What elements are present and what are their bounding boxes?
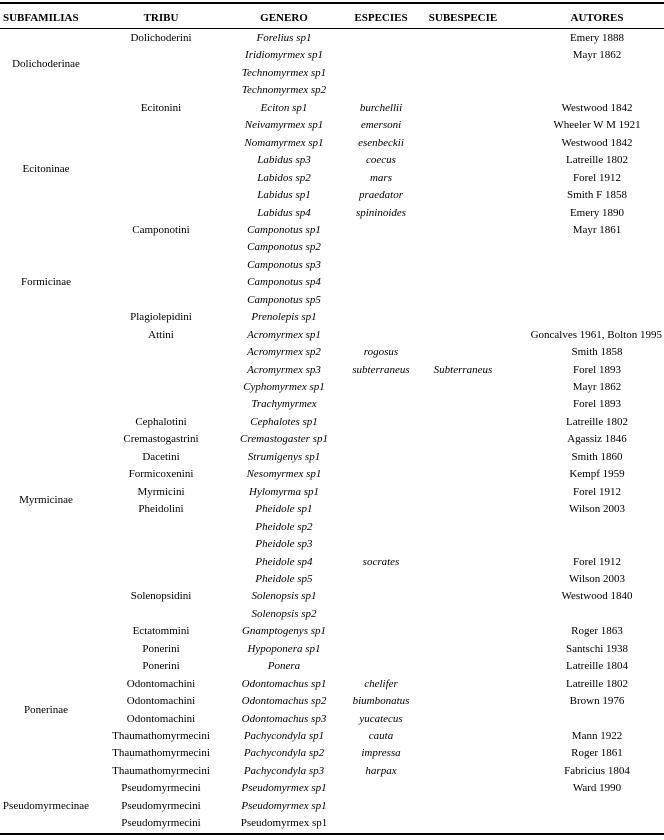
cell-autor: Westwood 1840 (561, 590, 633, 603)
cell-autor: Kempf 1959 (569, 468, 625, 481)
cell-especie: biumbonatus (352, 695, 410, 708)
cell-especie: burchellii (359, 101, 403, 114)
cell-autor: Mayr 1862 (572, 381, 622, 393)
cell-genero: Pachycondyla sp1 (243, 730, 325, 742)
cell-genero: Pachycondyla sp3 (243, 764, 325, 777)
cell-genero: Technomyrmex sp2 (241, 84, 327, 97)
bottom-rule (0, 833, 664, 835)
cell-autor: Forel 1912 (573, 555, 621, 568)
cell-genero: Camponotus sp1 (247, 223, 321, 236)
cell-autor: Fabricius 1804 (564, 764, 630, 777)
cell-autor: Goncalves 1961, Bolton 1995 (530, 328, 662, 341)
cell-tribu: Pheidolini (138, 503, 184, 516)
cell-genero: Trachymyrmex (251, 398, 317, 411)
cell-especie: mars (369, 171, 393, 184)
cell-tribu: Ponerini (142, 642, 180, 655)
cell-genero: Camponotus sp4 (247, 276, 321, 289)
cell-genero: Solenopsis sp1 (251, 590, 317, 603)
cell-genero: Labidos sp2 (257, 171, 311, 184)
cell-genero: Camponotus sp3 (247, 258, 321, 271)
header-genero: GENERO (260, 12, 308, 24)
cell-genero: Odontomachus sp1 (241, 677, 327, 690)
cell-autor: Latreille 1802 (565, 154, 629, 167)
top-rule (0, 2, 664, 4)
cell-especie: coecus (366, 154, 396, 167)
cell-genero: Acromyrmex sp2 (247, 346, 321, 359)
cell-especie: praedator (359, 189, 403, 202)
cell-genero: Ponera (267, 660, 301, 673)
cell-genero: Pheidole sp5 (255, 572, 313, 585)
cell-genero: Eciton sp1 (260, 101, 308, 114)
cell-genero: Labidus sp3 (257, 154, 311, 167)
cell-autor: Mann 1922 (571, 730, 623, 742)
cell-especie: harpax (365, 764, 397, 777)
cell-autor: Westwood 1842 (561, 136, 633, 149)
cell-tribu: Attini (148, 328, 174, 341)
cell-autor: Emery 1888 (569, 32, 625, 44)
cell-autor: Latreille 1802 (565, 677, 629, 690)
subfamily-label: Dolichoderinae (12, 58, 80, 71)
cell-tribu: Thaumathomyrmecini (112, 730, 210, 742)
cell-genero: Camponotus sp5 (247, 293, 321, 306)
cell-genero: Forelius sp1 (256, 32, 312, 44)
cell-autor: Ward 1990 (572, 782, 622, 795)
cell-genero: Hylomyrma sp1 (249, 485, 319, 498)
cell-especie: spininoides (355, 206, 407, 219)
cell-tribu: Odontomachini (126, 712, 196, 725)
cell-tribu: Thaumathomyrmecini (112, 747, 210, 760)
cell-genero: Gnamptogenys sp1 (241, 625, 327, 638)
cell-genero: Technomyrmex sp1 (241, 66, 327, 79)
cell-genero: Pseudomyrmex sp1 (241, 782, 327, 795)
cell-genero: Pheidole sp3 (255, 538, 313, 551)
cell-genero: Pseudomyrmex sp1 (241, 799, 327, 812)
cell-especie: esenbeckii (358, 136, 404, 149)
cell-especie: socrates (362, 555, 400, 568)
cell-tribu: Odontomachini (126, 695, 196, 708)
cell-tribu: Ectatommini (132, 625, 190, 638)
cell-genero: Solenopsis sp2 (251, 607, 317, 620)
header-subespecie: SUBESPECIE (428, 12, 498, 24)
cell-tribu: Cremastogastrini (123, 433, 199, 446)
cell-especie: yucatecus (359, 712, 403, 725)
cell-autor: Latreille 1802 (565, 415, 629, 428)
cell-genero: Neivamyrmex sp1 (244, 119, 324, 132)
cell-subespecie: Subterraneus (433, 363, 493, 376)
cell-tribu: Ecitonini (140, 101, 182, 114)
cell-autor: Wilson 2003 (568, 503, 626, 516)
cell-tribu: Myrmicini (137, 485, 185, 498)
cell-genero: Pheidole sp2 (255, 520, 313, 533)
header-rule (0, 28, 664, 29)
cell-tribu: Cephalotini (135, 415, 187, 428)
cell-tribu: Camponotini (132, 223, 190, 236)
cell-autor: Smith 1858 (571, 346, 623, 359)
cell-genero: Pseudomyrmex sp1 (240, 817, 328, 830)
cell-autor: Santschi 1938 (565, 642, 629, 655)
cell-genero: Acromyrmex sp1 (247, 328, 321, 341)
cell-tribu: Odontomachini (126, 677, 196, 690)
cell-genero: Hypoponera sp1 (247, 642, 321, 655)
cell-genero: Camponotus sp2 (247, 241, 321, 254)
cell-autor: Smith F 1858 (567, 189, 627, 202)
cell-genero: Cyphomyrmex sp1 (243, 381, 325, 393)
subfamily-label: Pseudomyrmecinae (2, 799, 90, 812)
cell-autor: Forel 1912 (573, 171, 621, 184)
header-tribu: TRIBU (143, 12, 179, 24)
cell-autor: Emery 1890 (569, 206, 625, 219)
cell-tribu: Formicoxenini (128, 468, 194, 481)
cell-genero: Nomamyrmex sp1 (244, 136, 324, 149)
subfamily-label: Ecitoninae (22, 162, 70, 175)
header-subfamilias: SUBFAMILIAS (3, 12, 79, 24)
header-autores: AUTORES (570, 12, 624, 24)
subfamily-label: Ponerinae (24, 703, 68, 716)
cell-genero: Cremastogaster sp1 (240, 433, 328, 446)
header-especies: ESPECIES (354, 12, 408, 24)
cell-especie: chelifer (364, 677, 398, 690)
cell-autor: Brown 1976 (569, 695, 625, 708)
cell-tribu: Pseudomyrmecini (121, 817, 201, 830)
cell-autor: Mayr 1861 (572, 223, 622, 236)
cell-tribu: Dolichoderini (130, 32, 192, 44)
cell-especie: impressa (361, 747, 401, 760)
cell-tribu: Thaumathomyrmecini (112, 764, 210, 777)
cell-tribu: Solenopsidini (130, 590, 192, 603)
cell-autor: Forel 1912 (573, 485, 621, 498)
subfamily-label: Formicinae (20, 276, 72, 289)
cell-autor: Wilson 2003 (568, 572, 626, 585)
cell-genero: Pachycondyla sp2 (243, 747, 325, 760)
cell-tribu: Pseudomyrmecini (121, 782, 201, 795)
cell-autor: Roger 1863 (571, 625, 623, 638)
cell-tribu: Pseudomyrmecini (121, 799, 201, 812)
cell-especie: rogosus (363, 346, 399, 359)
cell-especie: emersoni (360, 119, 402, 132)
cell-genero: Pheidole sp4 (255, 555, 313, 568)
cell-tribu: Dacetini (142, 450, 180, 463)
subfamily-label: Myrmicinae (19, 494, 73, 507)
cell-genero: Odontomachus sp2 (241, 695, 327, 708)
cell-genero: Cephalotes sp1 (250, 415, 318, 428)
cell-tribu: Ponerini (142, 660, 180, 673)
cell-autor: Agassiz 1846 (567, 433, 627, 446)
cell-genero: Labidus sp4 (257, 206, 311, 219)
cell-autor: Smith 1860 (571, 450, 623, 463)
cell-autor: Forel 1893 (573, 398, 621, 411)
cell-autor: Latreille 1804 (565, 660, 629, 673)
cell-genero: Nesomyrmex sp1 (246, 468, 322, 481)
cell-autor: Roger 1861 (571, 747, 623, 760)
cell-genero: Odontomachus sp3 (241, 712, 327, 725)
cell-genero: Pheidole sp1 (255, 503, 313, 516)
cell-autor: Westwood 1842 (561, 101, 633, 114)
cell-especie: subterraneus (352, 363, 410, 376)
cell-genero: Iridiomyrmex sp1 (245, 49, 323, 62)
cell-tribu: Plagiolepidini (130, 311, 192, 324)
cell-autor: Forel 1893 (573, 363, 621, 376)
cell-genero: Labidus sp1 (257, 189, 311, 202)
cell-autor: Wheeler W M 1921 (553, 119, 641, 132)
cell-genero: Acromyrmex sp3 (247, 363, 321, 376)
cell-genero: Strumigenys sp1 (247, 450, 321, 463)
cell-genero: Prenolepis sp1 (251, 311, 317, 324)
cell-especie: cauta (368, 730, 394, 742)
cell-autor: Mayr 1862 (572, 49, 622, 62)
